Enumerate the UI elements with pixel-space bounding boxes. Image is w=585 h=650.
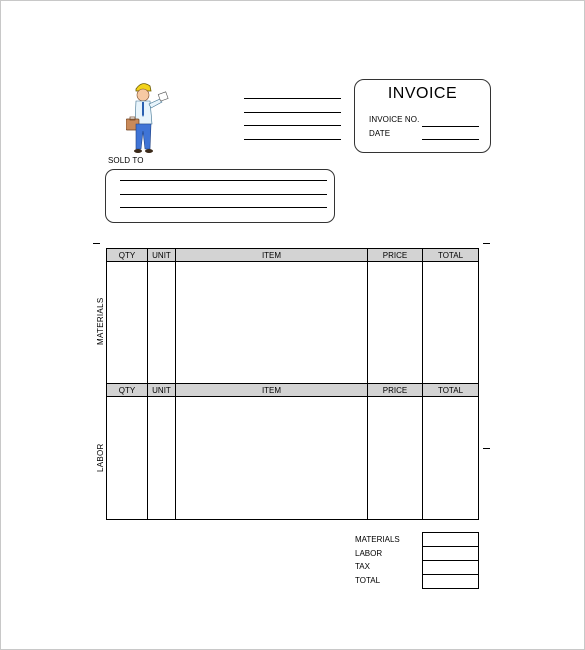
header-line-3[interactable] xyxy=(244,125,341,126)
sold-to-label: SOLD TO xyxy=(108,156,144,165)
header-total: TOTAL xyxy=(437,386,464,395)
col-divider xyxy=(367,384,368,519)
col-divider xyxy=(422,249,423,383)
margin-tick xyxy=(483,448,490,449)
invoice-title: INVOICE xyxy=(387,85,458,102)
header-qty: QTY xyxy=(118,386,136,395)
header-qty: QTY xyxy=(118,251,136,260)
invoice-info-box xyxy=(354,79,491,153)
header-line-2[interactable] xyxy=(244,112,341,113)
invoice-no-field[interactable] xyxy=(422,126,479,127)
sold-to-line-1[interactable] xyxy=(120,180,327,181)
col-divider xyxy=(147,384,148,519)
materials-table xyxy=(106,248,479,384)
labor-table xyxy=(106,383,479,520)
summary-tax-field[interactable] xyxy=(422,560,479,575)
col-divider xyxy=(175,384,176,519)
col-divider xyxy=(422,384,423,519)
labor-section-label: LABOR xyxy=(96,443,105,472)
summary-total-label: TOTAL xyxy=(355,576,381,585)
summary-labor-field[interactable] xyxy=(422,546,479,561)
col-divider xyxy=(367,249,368,383)
header-line-1[interactable] xyxy=(244,98,341,99)
header-price: PRICE xyxy=(382,251,408,260)
sold-to-line-2[interactable] xyxy=(120,194,327,195)
date-field[interactable] xyxy=(422,139,479,140)
margin-tick xyxy=(93,243,100,244)
date-label: DATE xyxy=(369,129,391,138)
header-price: PRICE xyxy=(382,386,408,395)
header-line-4[interactable] xyxy=(244,139,341,140)
header-item: ITEM xyxy=(261,386,282,395)
invoice-no-label: INVOICE NO. xyxy=(369,115,420,124)
contractor-logo xyxy=(126,79,176,157)
summary-materials-label: MATERIALS xyxy=(355,535,400,544)
col-divider xyxy=(147,249,148,383)
sold-to-box xyxy=(105,169,335,223)
header-item: ITEM xyxy=(261,251,282,260)
header-unit: UNIT xyxy=(152,251,171,260)
sold-to-line-3[interactable] xyxy=(120,207,327,208)
materials-section-label: MATERIALS xyxy=(96,297,105,345)
summary-materials-field[interactable] xyxy=(422,532,479,547)
summary-tax-label: TAX xyxy=(355,562,370,571)
summary-total-field[interactable] xyxy=(422,574,479,589)
header-total: TOTAL xyxy=(437,251,464,260)
summary-labor-label: LABOR xyxy=(355,549,383,558)
margin-tick xyxy=(483,243,490,244)
header-unit: UNIT xyxy=(152,386,171,395)
col-divider xyxy=(175,249,176,383)
